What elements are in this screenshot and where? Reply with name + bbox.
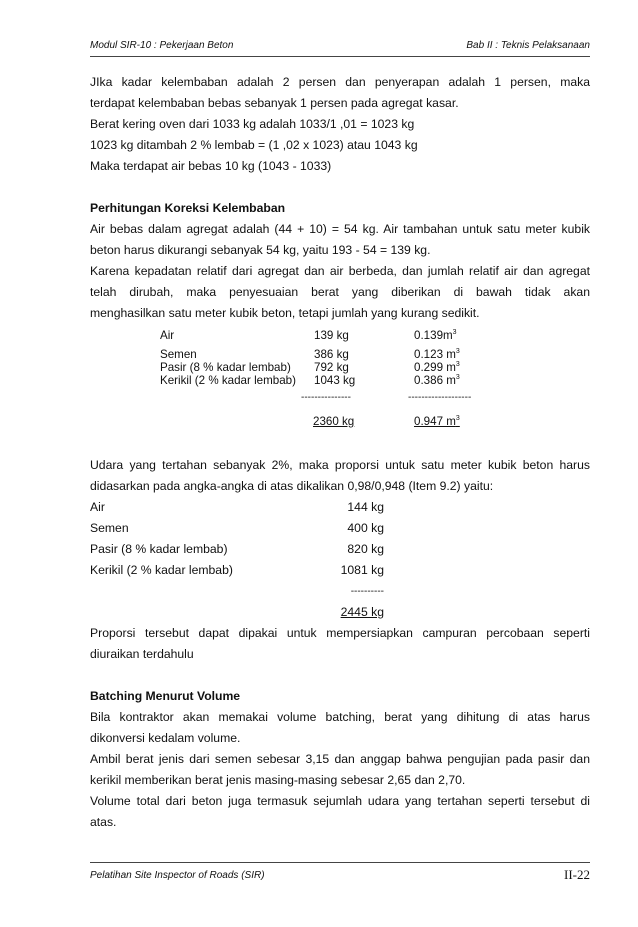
paragraph-line: 1023 kg ditambah 2 % lembab = (1 ,02 x 1023) atau 1043 kg — [90, 138, 418, 152]
section-heading-moisture: Perhitungan Koreksi Kelembaban — [90, 201, 286, 215]
table-row-name: Air — [160, 329, 175, 342]
separator: ---------- — [350, 586, 384, 597]
table-separator-row — [90, 581, 590, 602]
separator-volume: ------------------- — [408, 392, 472, 403]
table-row-name: Semen — [90, 521, 129, 535]
page-header — [90, 40, 590, 56]
paragraph-line: kerikil memberikan berat jenis masing-masing sebesar 2,65 dan 2,70. — [90, 773, 466, 787]
mix-volume-table — [90, 324, 590, 434]
table-row-volume: 0.386 $m^3$ — [414, 374, 460, 387]
paragraph-line: dikonversi kedalam volume. — [90, 731, 241, 745]
table-row — [90, 560, 590, 581]
page-number: II-22 — [564, 867, 590, 882]
section-heading-volume-batching: Batching Menurut Volume — [90, 689, 241, 703]
paragraph-line: Maka terdapat air bebas 10 kg (1043 - 1033) — [90, 159, 332, 173]
page-footer — [90, 867, 590, 883]
paragraph-line: Karena kepadatan relatif dari agregat dan air berbeda, dan jumlah relatif air dan agregat — [90, 264, 590, 278]
paragraph-line: Ambil berat jenis dari semen sebesar 3,15 dan anggap bahwa pengujian pada pasir dan — [90, 752, 590, 766]
paragraph-line: atas. — [90, 815, 117, 829]
table-row-value: 820 kg — [347, 542, 384, 556]
table-row-value: 1081 kg — [340, 563, 384, 577]
table-row-volume: 0.123 $m^3$ — [414, 348, 460, 361]
table-row-value: 144 kg — [347, 500, 384, 514]
footer-course-title: Pelatihan Site Inspector of Roads (SIR) — [90, 870, 265, 881]
separator-kg: --------------- — [301, 392, 351, 403]
table-row-name: Pasir (8 % kadar lembab) — [160, 361, 291, 374]
paragraph-line: Udara yang tertahan sebanyak 2%, maka proporsi untuk satu meter kubik beton harus — [90, 458, 590, 472]
table-row-kg: 792 kg — [314, 361, 349, 374]
table-row-name: Kerikil (2 % kadar lembab) — [90, 563, 233, 577]
table-row-name: Pasir (8 % kadar lembab) — [90, 542, 228, 556]
header-module-title: Modul SIR-10 : Pekerjaan Beton — [90, 40, 234, 51]
adjusted-mix-table — [90, 497, 590, 623]
paragraph-line: terdapat kelembaban bebas sebanyak 1 persen pada agregat kasar. — [90, 96, 459, 110]
paragraph-line: telah dirubah, maka penyesuaian berat yang diberikan di bawah tidak akan — [90, 285, 590, 299]
table-row — [90, 518, 590, 539]
table-row — [90, 497, 590, 518]
table-row-name: Air — [90, 500, 105, 514]
paragraph-line: Bila kontraktor akan memakai volume batching, berat yang dihitung di atas harus — [90, 710, 590, 724]
paragraph-line: beton harus dikurangi sebanyak 54 kg, yaitu 193 - 54 = 139 kg. — [90, 243, 431, 257]
table-row — [90, 539, 590, 560]
total-value: 2445 kg — [340, 605, 384, 619]
paragraph-line: Volume total dari beton juga termasuk sejumlah udara yang tertahan seperti tersebut di — [90, 794, 590, 808]
table-row-kg: 139 kg — [314, 329, 349, 342]
table-row-kg: 386 kg — [314, 348, 349, 361]
table-row-name: Kerikil (2 % kadar lembab) — [160, 374, 296, 387]
total-volume: 0.947 $m^3$ — [414, 415, 460, 428]
paragraph-line: Berat kering oven dari 1033 kg adalah 1033/1 ,01 = 1023 kg — [90, 117, 415, 131]
paragraph-line: menghasilkan satu meter kubik beton, tetapi jumlah yang kurang sedikit. — [90, 306, 480, 320]
header-chapter-title: Bab II : Teknis Pelaksanaan — [466, 40, 590, 51]
paragraph-line: diuraikan terdahulu — [90, 647, 194, 661]
table-row-value: 400 kg — [347, 521, 384, 535]
page-body — [90, 72, 590, 833]
total-kg: 2360 kg — [313, 415, 355, 428]
table-row-volume: $0.139m^3$ — [414, 329, 457, 342]
footer-rule — [90, 862, 590, 863]
paragraph-line: Air bebas dalam agregat adalah (44 + 10) = 54 kg. Air tambahan untuk satu meter kubik — [90, 222, 590, 236]
table-total-row — [90, 602, 590, 623]
paragraph-line: didasarkan pada angka-angka di atas dikalikan 0,98/0,948 (Item 9.2) yaitu: — [90, 479, 494, 493]
table-row-volume: 0.299 $m^3$ — [414, 361, 460, 374]
table-row-kg: 1043 kg — [314, 374, 356, 387]
paragraph-line: JIka kadar kelembaban adalah 2 persen dan penyerapan adalah 1 persen, maka — [90, 75, 590, 89]
header-rule — [90, 56, 590, 57]
paragraph-line: Proporsi tersebut dapat dipakai untuk mempersiapkan campuran percobaan seperti — [90, 626, 590, 640]
table-row-name: Semen — [160, 348, 197, 361]
